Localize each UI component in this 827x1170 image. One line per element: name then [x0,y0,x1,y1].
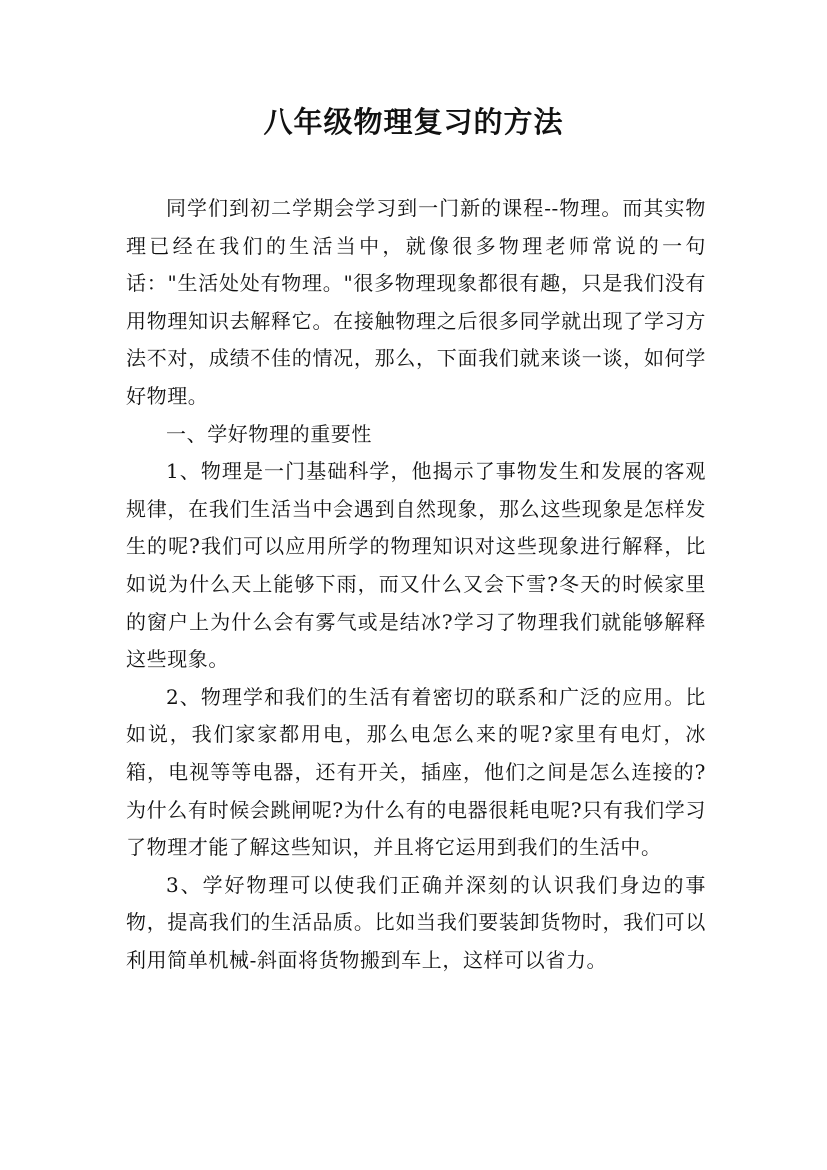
paragraph-point-3: 3、学好物理可以使我们正确并深刻的认识我们身边的事物，提高我们的生活品质。比如当我们要装卸货物时，我们可以利用简单机械-斜面将货物搬到车上，这样可以省力。 [126,872,706,972]
section-heading-importance: 一、学好物理的重要性 [166,421,372,446]
paragraph-point-1: 1、物理是一门基础科学，他揭示了事物发生和发展的客观规律，在我们生活当中会遇到自然现象，那么这些现象是怎样发生的呢?我们可以应用所学的物理知识对这些现象进行解释，比如说为什么天上能够下雨，而又什么又会下雪?冬天的时候家里的窗户上为什么会有雾气或是结冰?学习了物理我们就能够解释这些现象。 [126,459,706,672]
paragraph-point-2: 2、物理学和我们的生活有着密切的联系和广泛的应用。比如说，我们家家都用电，那么电怎么来的呢?家里有电灯，冰箱，电视等等电器，还有开关，插座，他们之间是怎么连接的?为什么有时候会跳闸呢?为什么有的电器很耗电呢?只有我们学习了物理才能了解这些知识，并且将它运用到我们的生活中。 [126,684,706,860]
document-title: 八年级物理复习的方法 [263,105,564,139]
document-body [126,190,706,979]
paragraph-intro: 同学们到初二学期会学习到一门新的课程--物理。而其实物理已经在我们的生活当中，就像很多物理老师常说的一句话："生活处处有物理。"很多物理现象都很有趣，只是我们没有用物理知识去解释它。在接触物理之后很多同学就出现了学习方法不对，成绩不佳的情况，那么，下面我们就来谈一谈，如何学好物理。 [126,196,706,408]
